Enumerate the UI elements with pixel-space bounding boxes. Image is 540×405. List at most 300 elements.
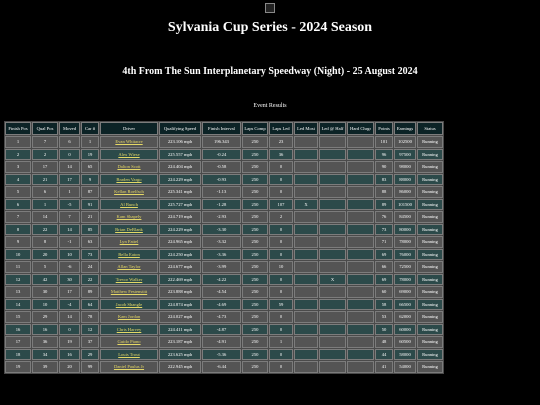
cell-moved: 30: [59, 274, 80, 286]
cell-finish-pos: 5: [5, 186, 31, 198]
cell-car-number: 64: [81, 299, 99, 311]
cell-status: Running: [417, 186, 443, 198]
cell-status: Running: [417, 249, 443, 261]
cell-led-most: [294, 249, 318, 261]
cell-driver: [100, 236, 158, 248]
cell-status: Running: [417, 136, 443, 148]
driver-link[interactable]: Matthew Festenstitt: [110, 289, 148, 295]
cell-finish-pos: 1: [5, 136, 31, 148]
cell-finish-pos: 10: [5, 249, 31, 261]
driver-link[interactable]: Brian DeBlank: [115, 226, 143, 232]
cell-car-number: 85: [81, 224, 99, 236]
table-row: [5, 236, 443, 248]
cell-led-most: [294, 311, 318, 323]
cell-driver: [100, 211, 158, 223]
cell-finish-interval: -4.73: [202, 311, 241, 323]
cell-qual-pos: 42: [32, 274, 58, 286]
cell-laps-led: 0: [269, 174, 293, 186]
cell-laps-comp: 250: [242, 336, 268, 348]
cell-points: 58: [375, 299, 393, 311]
cell-led-most: [294, 274, 318, 286]
cell-led-half: [319, 336, 346, 348]
cell-qual-pos: 8: [32, 236, 58, 248]
cell-hard-charger: [347, 311, 374, 323]
cell-earnings: 69000: [394, 286, 416, 298]
cell-status: Running: [417, 174, 443, 186]
cell-car-number: 78: [81, 311, 99, 323]
cell-moved: 7: [59, 211, 80, 223]
cell-laps-comp: 250: [242, 224, 268, 236]
cell-finish-pos: 12: [5, 274, 31, 286]
table-row: [5, 224, 443, 236]
cell-laps-led: 0: [269, 286, 293, 298]
driver-link[interactable]: Evan Whitacre: [115, 139, 143, 145]
cell-status: Running: [417, 149, 443, 161]
cell-moved: 14: [59, 161, 80, 173]
driver-link[interactable]: Kellan Roelfsch: [114, 189, 144, 195]
driver-link[interactable]: Bella Eaton: [118, 251, 140, 257]
driver-link[interactable]: Guido Piano: [117, 339, 141, 345]
cell-earnings: 88000: [394, 174, 416, 186]
cell-status: Running: [417, 286, 443, 298]
table-row: [5, 349, 443, 361]
cell-led-most: [294, 211, 318, 223]
cell-moved: 10: [59, 249, 80, 261]
cell-status: Running: [417, 261, 443, 273]
cell-laps-comp: 250: [242, 261, 268, 273]
cell-qual-speed: 224.027 mph: [159, 311, 201, 323]
cell-finish-pos: 2: [5, 149, 31, 161]
cell-qual-speed: 224.677 mph: [159, 261, 201, 273]
cell-earnings: 101500: [394, 199, 416, 211]
cell-led-half: [319, 174, 346, 186]
cell-qual-speed: 224.719 mph: [159, 211, 201, 223]
cell-laps-led: 0: [269, 161, 293, 173]
cell-led-half: [319, 261, 346, 273]
cell-hard-charger: [347, 211, 374, 223]
col-laps-comp: Laps Comp: [242, 122, 268, 135]
cell-earnings: 78000: [394, 274, 416, 286]
cell-laps-comp: 250: [242, 161, 268, 173]
cell-led-half: [319, 249, 346, 261]
cell-car-number: 63: [81, 236, 99, 248]
col-status: Status: [417, 122, 443, 135]
cell-points: 60: [375, 286, 393, 298]
cell-hard-charger: [347, 361, 374, 373]
cell-driver: [100, 324, 158, 336]
driver-link[interactable]: Daniel Paulus Jr: [113, 364, 145, 370]
cell-qual-speed: 223.187 mph: [159, 336, 201, 348]
cell-driver: [100, 249, 158, 261]
cell-qual-speed: 224.874 mph: [159, 299, 201, 311]
cell-laps-led: 2: [269, 211, 293, 223]
cell-qual-pos: 30: [32, 286, 58, 298]
cell-earnings: 80000: [394, 224, 416, 236]
cell-driver: [100, 274, 158, 286]
header-image: [265, 3, 275, 13]
cell-points: 66: [375, 261, 393, 273]
cell-led-half: [319, 349, 346, 361]
col-led-half: Led @ Half: [319, 122, 346, 135]
cell-laps-comp: 250: [242, 349, 268, 361]
cell-moved: 17: [59, 286, 80, 298]
cell-finish-interval: -3.32: [202, 236, 241, 248]
col-earnings: Earnings: [394, 122, 416, 135]
cell-led-half: [319, 199, 346, 211]
cell-status: Running: [417, 299, 443, 311]
cell-car-number: 12: [81, 324, 99, 336]
cell-finish-interval: -4.54: [202, 286, 241, 298]
cell-laps-comp: 250: [242, 136, 268, 148]
cell-finish-pos: 6: [5, 199, 31, 211]
col-points: Points: [375, 122, 393, 135]
cell-car-number: 99: [81, 361, 99, 373]
cell-hard-charger: [347, 236, 374, 248]
cell-qual-speed: 222.469 mph: [159, 274, 201, 286]
cell-earnings: 86000: [394, 186, 416, 198]
table-row: [5, 249, 443, 261]
cell-laps-led: 0: [269, 249, 293, 261]
cell-qual-pos: 14: [32, 211, 58, 223]
cell-finish-pos: 18: [5, 349, 31, 361]
col-driver: Driver: [100, 122, 158, 135]
cell-led-most: [294, 324, 318, 336]
cell-earnings: 66500: [394, 299, 416, 311]
cell-status: Running: [417, 336, 443, 348]
cell-driver: [100, 186, 158, 198]
cell-led-half: X: [319, 274, 346, 286]
cell-hard-charger: [347, 336, 374, 348]
cell-finish-interval: -4.69: [202, 299, 241, 311]
cell-laps-comp: 250: [242, 199, 268, 211]
cell-hard-charger: [347, 299, 374, 311]
cell-qual-speed: 225.727 mph: [159, 199, 201, 211]
table-row: [5, 274, 443, 286]
cell-qual-speed: 223.106 mph: [159, 136, 201, 148]
cell-hard-charger: [347, 274, 374, 286]
cell-status: Running: [417, 349, 443, 361]
cell-led-most: [294, 336, 318, 348]
cell-earnings: 58000: [394, 349, 416, 361]
cell-qual-pos: 39: [32, 361, 58, 373]
cell-qual-pos: 21: [32, 174, 58, 186]
cell-qual-speed: 223.625 mph: [159, 349, 201, 361]
cell-laps-led: 0: [269, 311, 293, 323]
cell-qual-speed: 224.229 mph: [159, 224, 201, 236]
cell-earnings: 84500: [394, 211, 416, 223]
col-qual-speed: Qualifying Speed: [159, 122, 201, 135]
cell-car-number: 9: [81, 174, 99, 186]
cell-laps-led: 1: [269, 336, 293, 348]
cell-moved: -4: [59, 299, 80, 311]
cell-driver: [100, 149, 158, 161]
cell-driver: [100, 136, 158, 148]
cell-status: Running: [417, 211, 443, 223]
cell-earnings: 76000: [394, 249, 416, 261]
table-row: [5, 186, 443, 198]
cell-car-number: 1: [81, 136, 99, 148]
cell-moved: -5: [59, 199, 80, 211]
driver-link[interactable]: Kam Jordan: [117, 314, 141, 320]
table-row: [5, 311, 443, 323]
driver-link[interactable]: Louis Trout: [118, 351, 140, 357]
cell-finish-pos: 17: [5, 336, 31, 348]
driver-link[interactable]: Kam Shapely: [116, 214, 142, 220]
cell-car-number: 24: [81, 261, 99, 273]
col-finish-interval: Finish Interval: [202, 122, 241, 135]
cell-driver: [100, 299, 158, 311]
cell-led-most: X: [294, 199, 318, 211]
cell-earnings: 72500: [394, 261, 416, 273]
cell-points: 53: [375, 311, 393, 323]
cell-finish-pos: 4: [5, 174, 31, 186]
cell-led-most: [294, 299, 318, 311]
page-title: Sylvania Cup Series - 2024 Season: [167, 20, 373, 35]
cell-laps-comp: 250: [242, 211, 268, 223]
cell-led-half: [319, 224, 346, 236]
cell-moved: 0: [59, 324, 80, 336]
cell-finish-interval: -6.44: [202, 361, 241, 373]
col-qual-pos: Qual Pos: [32, 122, 58, 135]
cell-laps-led: 0: [269, 186, 293, 198]
cell-earnings: 102500: [394, 136, 416, 148]
section-label: Event Results: [253, 103, 287, 109]
cell-led-most: [294, 361, 318, 373]
cell-points: 69: [375, 274, 393, 286]
table-row: [5, 136, 443, 148]
cell-qual-pos: 16: [32, 324, 58, 336]
cell-finish-pos: 3: [5, 161, 31, 173]
cell-laps-led: 0: [269, 324, 293, 336]
cell-hard-charger: [347, 136, 374, 148]
cell-finish-pos: 15: [5, 311, 31, 323]
cell-hard-charger: [347, 199, 374, 211]
cell-moved: 20: [59, 361, 80, 373]
cell-points: 73: [375, 224, 393, 236]
cell-led-half: [319, 299, 346, 311]
cell-finish-interval: -4.87: [202, 324, 241, 336]
cell-laps-comp: 250: [242, 174, 268, 186]
cell-qual-pos: 6: [32, 186, 58, 198]
cell-laps-comp: 250: [242, 149, 268, 161]
cell-car-number: 37: [81, 336, 99, 348]
cell-qual-pos: 29: [32, 311, 58, 323]
cell-status: Running: [417, 324, 443, 336]
cell-qual-pos: 22: [32, 224, 58, 236]
cell-earnings: 98000: [394, 161, 416, 173]
cell-qual-speed: 224.411 mph: [159, 324, 201, 336]
cell-moved: -1: [59, 236, 80, 248]
table-row: [5, 174, 443, 186]
cell-laps-comp: 250: [242, 324, 268, 336]
cell-led-half: [319, 286, 346, 298]
cell-earnings: 97500: [394, 149, 416, 161]
driver-link[interactable]: Alex Wiese: [118, 151, 140, 157]
cell-laps-comp: 250: [242, 361, 268, 373]
cell-moved: 1: [59, 186, 80, 198]
cell-driver: [100, 336, 158, 348]
cell-points: 69: [375, 249, 393, 261]
cell-status: Running: [417, 224, 443, 236]
cell-qual-speed: 225.557 mph: [159, 149, 201, 161]
cell-earnings: 60500: [394, 336, 416, 348]
cell-car-number: 91: [81, 199, 99, 211]
cell-laps-led: 23: [269, 136, 293, 148]
cell-led-half: [319, 361, 346, 373]
cell-led-most: [294, 236, 318, 248]
cell-laps-led: 10: [269, 261, 293, 273]
cell-laps-comp: 250: [242, 311, 268, 323]
cell-finish-interval: -3.30: [202, 224, 241, 236]
cell-car-number: 21: [81, 211, 99, 223]
cell-moved: 17: [59, 174, 80, 186]
cell-points: 50: [375, 324, 393, 336]
cell-earnings: 62000: [394, 311, 416, 323]
cell-qual-speed: 224.229 mph: [159, 174, 201, 186]
cell-finish-interval: -0.93: [202, 174, 241, 186]
driver-link[interactable]: Jacob Shangle: [115, 301, 143, 307]
cell-finish-interval: -1.28: [202, 199, 241, 211]
driver-link[interactable]: Chris Harvey: [116, 326, 142, 332]
cell-points: 71: [375, 236, 393, 248]
cell-finish-pos: 11: [5, 261, 31, 273]
cell-driver: [100, 286, 158, 298]
col-car: Car #: [81, 122, 99, 135]
cell-car-number: 29: [81, 349, 99, 361]
cell-finish-interval: -3.99: [202, 261, 241, 273]
cell-qual-speed: 222.945 mph: [159, 361, 201, 373]
cell-qual-speed: 223.888 mph: [159, 286, 201, 298]
cell-earnings: 54000: [394, 361, 416, 373]
cell-finish-pos: 16: [5, 324, 31, 336]
cell-moved: 14: [59, 224, 80, 236]
cell-finish-interval: -0.24: [202, 149, 241, 161]
driver-link[interactable]: Al Bunch: [120, 201, 138, 207]
cell-led-most: [294, 161, 318, 173]
cell-driver: [100, 311, 158, 323]
driver-link[interactable]: Braden Vargo: [116, 176, 142, 182]
cell-status: Running: [417, 274, 443, 286]
cell-car-number: 65: [81, 161, 99, 173]
cell-status: Running: [417, 311, 443, 323]
cell-qual-pos: 7: [32, 136, 58, 148]
col-moved: Moved: [59, 122, 80, 135]
cell-moved: 16: [59, 349, 80, 361]
cell-qual-pos: 2: [32, 149, 58, 161]
cell-led-most: [294, 224, 318, 236]
cell-led-most: [294, 186, 318, 198]
driver-link[interactable]: Allan Taylor: [117, 264, 141, 270]
col-led-most: Led Most: [294, 122, 318, 135]
cell-qual-speed: 225.341 mph: [159, 186, 201, 198]
cell-car-number: 22: [81, 274, 99, 286]
cell-finish-pos: 14: [5, 299, 31, 311]
cell-laps-led: 0: [269, 361, 293, 373]
cell-points: 101: [375, 136, 393, 148]
col-hard-charger: Hard Chrgr: [347, 122, 374, 135]
cell-hard-charger: [347, 149, 374, 161]
table-row: [5, 211, 443, 223]
cell-moved: 19: [59, 336, 80, 348]
cell-laps-led: 107: [269, 199, 293, 211]
cell-laps-comp: 250: [242, 286, 268, 298]
table-row: [5, 324, 443, 336]
cell-moved: 6: [59, 136, 80, 148]
cell-points: 41: [375, 361, 393, 373]
cell-qual-pos: 17: [32, 161, 58, 173]
driver-link[interactable]: Trevor Walker: [115, 276, 143, 282]
cell-led-half: [319, 211, 346, 223]
cell-led-half: [319, 324, 346, 336]
table-row: [5, 161, 443, 173]
cell-hard-charger: [347, 161, 374, 173]
cell-points: 96: [375, 149, 393, 161]
cell-led-half: [319, 136, 346, 148]
header-row: [5, 122, 443, 135]
cell-status: Running: [417, 361, 443, 373]
cell-finish-pos: 9: [5, 236, 31, 248]
event-subtitle: 4th From The Sun Interplanetary Speedway (Night) - 25 August 2024: [122, 66, 418, 77]
cell-points: 88: [375, 186, 393, 198]
cell-laps-led: 36: [269, 149, 293, 161]
cell-led-most: [294, 149, 318, 161]
cell-status: Running: [417, 236, 443, 248]
cell-laps-led: 0: [269, 349, 293, 361]
cell-laps-led: 0: [269, 236, 293, 248]
cell-qual-pos: 34: [32, 349, 58, 361]
cell-qual-pos: 10: [32, 299, 58, 311]
cell-qual-speed: 224.250 mph: [159, 249, 201, 261]
cell-qual-speed: 224.965 mph: [159, 236, 201, 248]
cell-finish-interval: -0.58: [202, 161, 241, 173]
col-finish-pos: Finish Pos: [5, 122, 31, 135]
cell-earnings: 78000: [394, 236, 416, 248]
cell-finish-interval: -5.36: [202, 349, 241, 361]
cell-finish-interval: -4.91: [202, 336, 241, 348]
cell-led-most: [294, 174, 318, 186]
cell-led-half: [319, 186, 346, 198]
cell-finish-interval: 196.343: [202, 136, 241, 148]
driver-link[interactable]: Dalton Scott: [117, 164, 141, 170]
cell-moved: 14: [59, 311, 80, 323]
cell-led-most: [294, 136, 318, 148]
cell-driver: [100, 224, 158, 236]
cell-finish-pos: 13: [5, 286, 31, 298]
cell-earnings: 60000: [394, 324, 416, 336]
cell-laps-led: 0: [269, 274, 293, 286]
cell-finish-pos: 8: [5, 224, 31, 236]
cell-driver: [100, 174, 158, 186]
cell-hard-charger: [347, 249, 374, 261]
table-row: [5, 286, 443, 298]
cell-led-most: [294, 349, 318, 361]
cell-moved: 0: [59, 149, 80, 161]
table-row: [5, 199, 443, 211]
cell-points: 90: [375, 161, 393, 173]
cell-finish-interval: -3.36: [202, 249, 241, 261]
cell-finish-interval: -1.13: [202, 186, 241, 198]
cell-driver: [100, 261, 158, 273]
cell-hard-charger: [347, 261, 374, 273]
cell-laps-comp: 250: [242, 274, 268, 286]
cell-led-half: [319, 236, 346, 248]
cell-finish-pos: 19: [5, 361, 31, 373]
table-row: [5, 149, 443, 161]
driver-link[interactable]: Lyn Fattel: [119, 239, 139, 245]
cell-points: 44: [375, 349, 393, 361]
cell-car-number: 73: [81, 249, 99, 261]
cell-hard-charger: [347, 186, 374, 198]
